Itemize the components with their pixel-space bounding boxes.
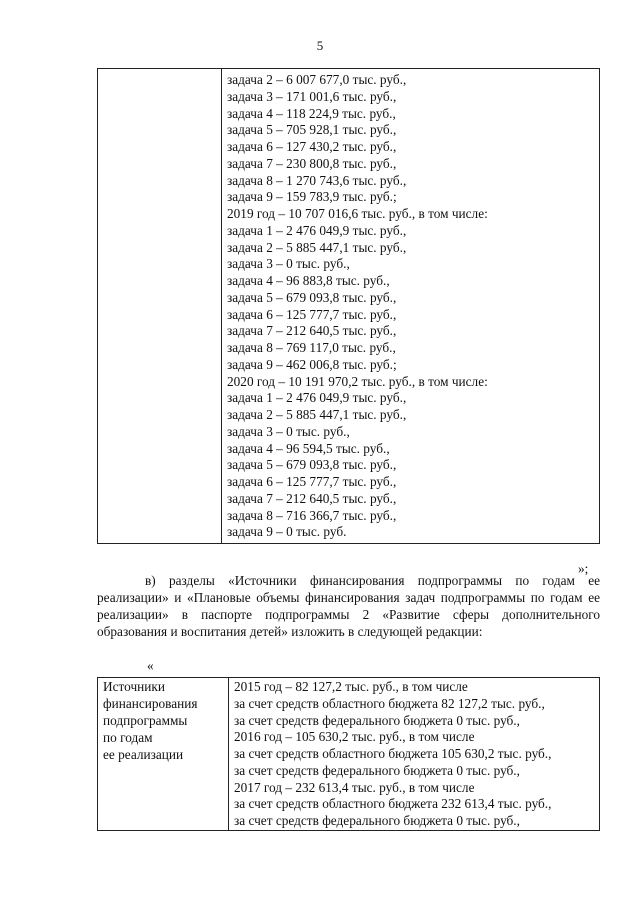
funding-line: задача 5 – 679 093,8 тыс. руб., [227, 457, 397, 473]
funding-line: задача 4 – 96 883,8 тыс. руб., [227, 273, 390, 288]
funding-line: задача 1 – 2 476 049,9 тыс. руб., [227, 222, 407, 238]
table-label-cell [98, 678, 229, 831]
amendment-paragraph: в) разделы «Источники финансирования подпрограммы по годам ее реализации» и «Плановые объемы финансирования задач подпрограммы по годам ее реализации» в паспорте подпрограммы 2 «Развитие сферы дополнительного образования и воспитания детей» изложить в следующей редакции: [97, 573, 600, 639]
closing-quote: »; [578, 561, 589, 576]
funding-line: задача 8 – 769 117,0 тыс. руб., [227, 340, 396, 355]
funding-line: задача 2 – 5 885 447,1 тыс. руб., [227, 239, 407, 255]
funding-line: 2016 год – 105 630,2 тыс. руб., в том числе [234, 729, 475, 745]
funding-sources-label [103, 679, 226, 764]
funding-line: задача 7 – 212 640,5 тыс. руб., [227, 323, 397, 339]
funding-line: задача 6 – 125 777,7 тыс. руб., [227, 474, 397, 489]
label-line: подпрограммы [103, 712, 188, 728]
funding-sources-table [97, 677, 600, 831]
funding-line: задача 5 – 705 928,1 тыс. руб., [227, 122, 397, 138]
label-line: Источники [103, 679, 165, 694]
funding-line: за счет средств федерального бюджета 0 тыс. руб., [234, 712, 520, 728]
page-number: 5 [316, 38, 324, 53]
funding-line: задача 4 – 96 594,5 тыс. руб., [227, 440, 390, 456]
label-line: ее реализации [103, 746, 184, 762]
label-line: по годам [103, 729, 153, 745]
funding-line: задача 8 – 1 270 743,6 тыс. руб., [227, 172, 407, 188]
funding-line: задача 6 – 125 777,7 тыс. руб., [227, 306, 397, 322]
funding-line: за счет средств областного бюджета 105 630,2 тыс. руб., [234, 746, 552, 761]
funding-line: 2019 год – 10 707 016,6 тыс. руб., в том числе: [227, 206, 488, 221]
funding-line: задача 2 – 6 007 677,0 тыс. руб., [227, 72, 407, 87]
funding-line: 2015 год – 82 127,2 тыс. руб., в том числе [234, 679, 468, 694]
funding-sources-lines [234, 679, 595, 830]
funding-line: за счет средств федерального бюджета 0 тыс. руб., [234, 813, 520, 828]
funding-line: задача 4 – 118 224,9 тыс. руб., [227, 105, 396, 121]
funding-line: 2017 год – 232 613,4 тыс. руб., в том числе [234, 779, 475, 795]
funding-line: за счет средств областного бюджета 232 613,4 тыс. руб., [234, 796, 552, 812]
funding-line: за счет средств федерального бюджета 0 тыс. руб., [234, 762, 520, 778]
table-value-cell [229, 678, 600, 831]
funding-line: задача 9 – 159 783,9 тыс. руб.; [227, 189, 397, 205]
funding-lines [227, 72, 595, 541]
table-label-cell [98, 69, 222, 544]
funding-line: задача 5 – 679 093,8 тыс. руб., [227, 289, 397, 305]
funding-line: задача 2 – 5 885 447,1 тыс. руб., [227, 407, 407, 422]
funding-line: задача 3 – 0 тыс. руб., [227, 256, 350, 272]
table-value-cell [222, 69, 600, 544]
funding-line: задача 7 – 230 800,8 тыс. руб., [227, 155, 397, 171]
funding-line: задача 3 – 171 001,6 тыс. руб., [227, 88, 397, 104]
funding-line: за счет средств областного бюджета 82 127,2 тыс. руб., [234, 695, 545, 711]
label-line: финансирования [103, 695, 198, 711]
funding-line: 2020 год – 10 191 970,2 тыс. руб., в том числе: [227, 373, 488, 389]
funding-line: задача 3 – 0 тыс. руб., [227, 423, 350, 439]
funding-line: задача 9 – 0 тыс. руб. [227, 524, 347, 540]
funding-line: задача 8 – 716 366,7 тыс. руб., [227, 507, 397, 523]
funding-line: задача 6 – 127 430,2 тыс. руб., [227, 139, 397, 154]
funding-line: задача 1 – 2 476 049,9 тыс. руб., [227, 390, 407, 406]
funding-line: задача 9 – 462 006,8 тыс. руб.; [227, 356, 397, 372]
opening-quote: « [147, 658, 154, 673]
funding-table-continued [97, 68, 600, 544]
funding-line: задача 7 – 212 640,5 тыс. руб., [227, 490, 397, 506]
